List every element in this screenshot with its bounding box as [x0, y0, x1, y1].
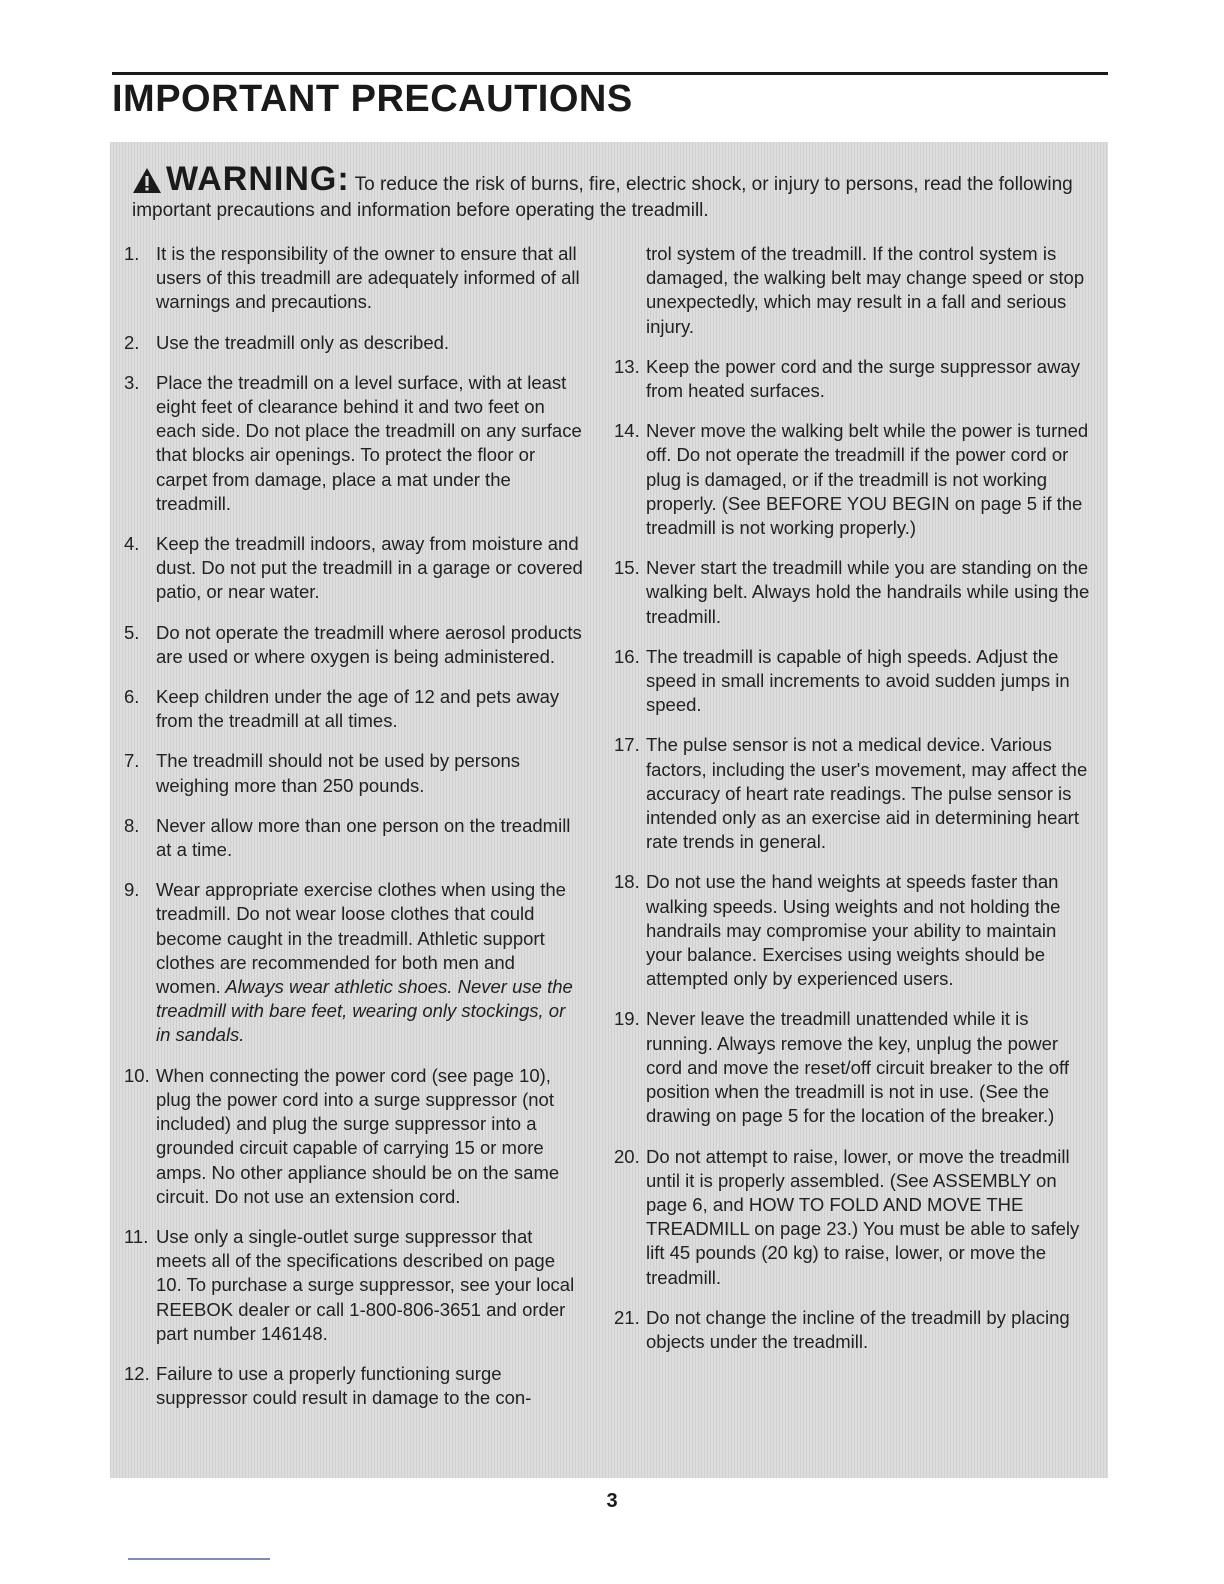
- precaution-item: [124, 1064, 584, 1209]
- item-text: Do not change the incline of the treadmill by placing objects under the treadmill.: [646, 1306, 1070, 1352]
- precaution-item: [614, 355, 1090, 403]
- page-number: 3: [606, 1490, 618, 1512]
- precaution-item: [614, 1007, 1090, 1128]
- item-text: Never leave the treadmill unattended while it is running. Always remove the key, unplug the power cord and move the reset/off circuit breaker to the off position when the treadmill is not in use. (See the drawing on page 5 for the location of the breaker.): [646, 1008, 1069, 1127]
- item-text-emphasis: Always wear athletic shoes. Never use the treadmill with bare feet, wearing only stockings, or in sandals.: [156, 976, 573, 1046]
- precaution-item: [614, 870, 1090, 991]
- warning-statement: [132, 160, 1084, 224]
- left-column: [124, 242, 584, 1426]
- item-text: Keep the treadmill indoors, away from moisture and dust. Do not put the treadmill in a garage or covered patio, or near water.: [156, 533, 583, 603]
- item-number: 7.: [124, 750, 140, 772]
- precaution-item: [124, 814, 584, 862]
- item-text: Place the treadmill on a level surface, with at least eight feet of clearance behind it and two feet on each side. Do not place the treadmill on any surface that blocks air openings. To protect the floor or carpet from damage, place a mat under the treadmill.: [156, 371, 582, 514]
- item-number: 2.: [124, 331, 140, 353]
- footer-rule: [128, 1558, 270, 1560]
- precaution-item: [124, 242, 584, 315]
- precaution-item: [124, 621, 584, 669]
- precaution-item: [124, 371, 584, 516]
- item-number: 13.: [614, 355, 640, 377]
- item-number: 4.: [124, 533, 140, 555]
- item-text: Use the treadmill only as described.: [156, 331, 450, 353]
- item-text: Do not operate the treadmill where aerosol products are used or where oxygen is being administered.: [156, 621, 582, 667]
- precautions-box: [110, 142, 1108, 1478]
- item-text-plain: Wear appropriate exercise clothes when using the treadmill. Do not wear loose clothes that could become caught in the treadmill. Athletic support clothes are recommended for both men and women.: [156, 879, 566, 998]
- precaution-item: [614, 1306, 1090, 1354]
- item-number: 17.: [614, 734, 640, 756]
- item-text: The treadmill should not be used by persons weighing more than 250 pounds.: [156, 750, 521, 796]
- precaution-item: [124, 331, 584, 355]
- precaution-item: [124, 749, 584, 797]
- top-rule: [112, 72, 1108, 75]
- item-text: Failure to use a properly functioning surge suppressor could result in damage to the con-: [156, 1362, 532, 1409]
- item-number: 8.: [124, 814, 140, 836]
- item-number: 3.: [124, 371, 140, 393]
- precaution-item: [614, 1145, 1090, 1290]
- item-number: 18.: [614, 871, 640, 893]
- precaution-item: [124, 1225, 584, 1346]
- item-number: 16.: [614, 645, 640, 667]
- item-number: 9.: [124, 879, 140, 901]
- page-title: IMPORTANT PRECAUTIONS: [112, 78, 633, 120]
- precaution-item: [124, 532, 584, 605]
- item-number: 5.: [124, 621, 140, 643]
- right-column: [614, 242, 1090, 1370]
- warning-triangle-icon: [132, 167, 162, 194]
- precaution-item: [124, 1362, 584, 1410]
- item-text: The pulse sensor is not a medical device. Various factors, including the user's movement, may affect the accuracy of heart rate readings. The pulse sensor is intended only as an exercise aid in determining heart rate trends in general.: [646, 734, 1088, 853]
- precaution-item: [124, 685, 584, 733]
- item-text: Keep the power cord and the surge suppressor away from heated surfaces.: [646, 355, 1080, 402]
- item-text: When connecting the power cord (see page 10), plug the power cord into a surge suppressor (not included) and plug the surge suppressor into a grounded circuit capable of carrying 15 or more amps. No other appliance should be on the same circuit. Do not use an extension cord.: [156, 1064, 560, 1207]
- precaution-item: [614, 645, 1090, 718]
- item-number: 12.: [124, 1362, 150, 1384]
- item-number: 19.: [614, 1008, 640, 1030]
- item-text: Keep children under the age of 12 and pets away from the treadmill at all times.: [156, 686, 560, 732]
- item-number: 21.: [614, 1306, 640, 1328]
- item-number: 14.: [614, 420, 640, 442]
- item-number: 15.: [614, 557, 640, 579]
- item-text: Do not attempt to raise, lower, or move the treadmill until it is properly assembled. (See ASSEMBLY on page 6, and HOW TO FOLD AND MOVE THE TREADMILL on page 23.) You must be able to safely lift 45 pounds (20 kg) to raise, lower, or move the treadmill.: [646, 1145, 1080, 1288]
- warning-text: To reduce the risk of burns, fire, electric shock, or injury to persons, read the following important precautions and information before operating the treadmill.: [132, 174, 1073, 221]
- item-text: Never move the walking belt while the power is turned off. Do not operate the treadmill if the power cord or plug is damaged, or if the treadmill is not working properly. (See BEFORE YOU BEGIN on page 5 if the treadmill is not working properly.): [646, 420, 1089, 539]
- precaution-item: [614, 556, 1090, 629]
- item-text: Do not use the hand weights at speeds faster than walking speeds. Using weights and not holding the handrails may compromise your ability to maintain your balance. Exercises using weights should be attempted only by experienced users.: [646, 871, 1061, 990]
- item-number: 10.: [124, 1064, 150, 1086]
- precaution-item: [614, 419, 1090, 540]
- precaution-item: [614, 733, 1090, 854]
- item-number: 11.: [124, 1225, 149, 1247]
- item-number: 6.: [124, 686, 140, 708]
- item-text: Never allow more than one person on the treadmill at a time.: [156, 814, 571, 861]
- item-12-continued: trol system of the treadmill. If the control system is damaged, the walking belt may change speed or stop unexpectedly, which may result in a fall and serious injury.: [646, 243, 1085, 337]
- item-number: 20.: [614, 1145, 640, 1167]
- item-number: 1.: [124, 243, 140, 264]
- item-text: [156, 878, 584, 1047]
- item-text: The treadmill is capable of high speeds. Adjust the speed in small increments to avoid sudden jumps in speed.: [646, 645, 1070, 716]
- item-text: Never start the treadmill while you are standing on the walking belt. Always hold the handrails while using the treadmill.: [646, 557, 1090, 627]
- precaution-item: [124, 878, 584, 1047]
- warning-label: WARNING:: [166, 160, 350, 198]
- item-text: Use only a single-outlet surge suppressor that meets all of the specifications described on page 10. To purchase a surge suppressor, see your local REEBOK dealer or call 1-800-806-3651 and order part number 146148.: [156, 1225, 575, 1344]
- item-text: It is the responsibility of the owner to ensure that all users of this treadmill are adequately informed of all warnings and precautions.: [156, 243, 580, 313]
